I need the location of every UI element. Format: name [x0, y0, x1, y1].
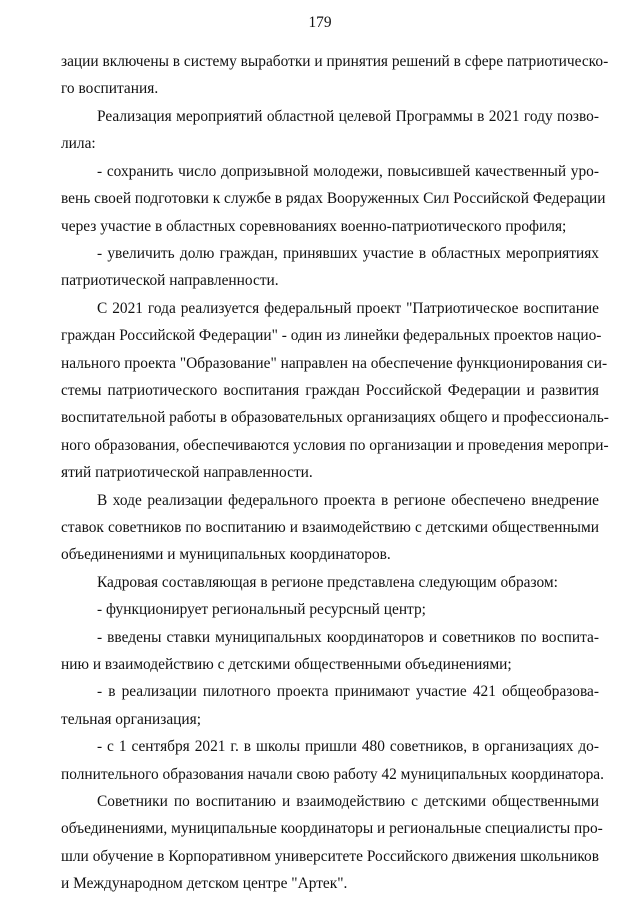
text-line: ставок советников по воспитанию и взаимодействию с детскими общественными — [61, 519, 599, 536]
text-line: полнительного образования начали свою работу 42 муниципальных координатора. — [61, 766, 604, 783]
page-number: 179 — [308, 14, 332, 31]
text-line: - сохранить число допризывной молодежи, повысившей качественный уро- — [97, 163, 599, 180]
text-line: - увеличить долю граждан, принявших участие в областных мероприятиях — [97, 245, 599, 262]
text-line: нию и взаимодействию с детскими общественными объединениями; — [61, 656, 512, 673]
text-line: Советники по воспитанию и взаимодействию с детскими общественными — [97, 793, 599, 810]
text-line: патриотической направленности. — [61, 272, 279, 289]
text-line: ного образования, обеспечиваются условия по организации и проведения меропри- — [61, 437, 609, 454]
text-line: объединениями и муниципальных координаторов. — [61, 546, 391, 563]
text-line: тельная организация; — [61, 711, 201, 728]
text-line: С 2021 года реализуется федеральный проект "Патриотическое воспитание — [97, 300, 599, 317]
text-line: объединениями, муниципальные координаторы и региональные специалисты про- — [61, 820, 603, 837]
text-line: - функционирует региональный ресурсный центр; — [97, 601, 426, 618]
text-line: - с 1 сентября 2021 г. в школы пришли 480 советников, в организациях до- — [97, 738, 599, 755]
text-line: - введены ставки муниципальных координаторов и советников по воспита- — [97, 629, 599, 646]
text-line: Реализация мероприятий областной целевой Программы в 2021 году позво- — [97, 108, 599, 125]
text-line: граждан Российской Федерации" - один из линейки федеральных проектов нацио- — [61, 327, 602, 344]
text-line: го воспитания. — [61, 80, 159, 97]
text-line: Кадровая составляющая в регионе представлена следующим образом: — [97, 574, 558, 591]
text-line: нального проекта "Образование" направлен на обеспечение функционирования си- — [61, 355, 608, 372]
text-line: ятий патриотической направленности. — [61, 464, 313, 481]
text-line: через участие в областных соревнованиях военно-патриотического профиля; — [61, 218, 567, 235]
text-line: воспитательной работы в образовательных организациях общего и профессиональ- — [61, 409, 609, 426]
text-line: стемы патриотического воспитания граждан Российской Федерации и развития — [61, 382, 599, 399]
text-line: шли обучение в Корпоративном университете Российского движения школьников — [61, 848, 599, 865]
text-line: и Международном детском центре "Артек". — [61, 875, 348, 892]
text-line: зации включены в систему выработки и принятия решений в сфере патриотическо- — [61, 53, 609, 70]
text-line: вень своей подготовки к службе в рядах Вооруженных Сил Российской Федерации — [61, 190, 606, 207]
text-line: лила: — [61, 135, 96, 152]
text-line: В ходе реализации федерального проекта в регионе обеспечено внедрение — [97, 492, 599, 509]
text-line: - в реализации пилотного проекта принимают участие 421 общеобразова- — [97, 683, 599, 700]
